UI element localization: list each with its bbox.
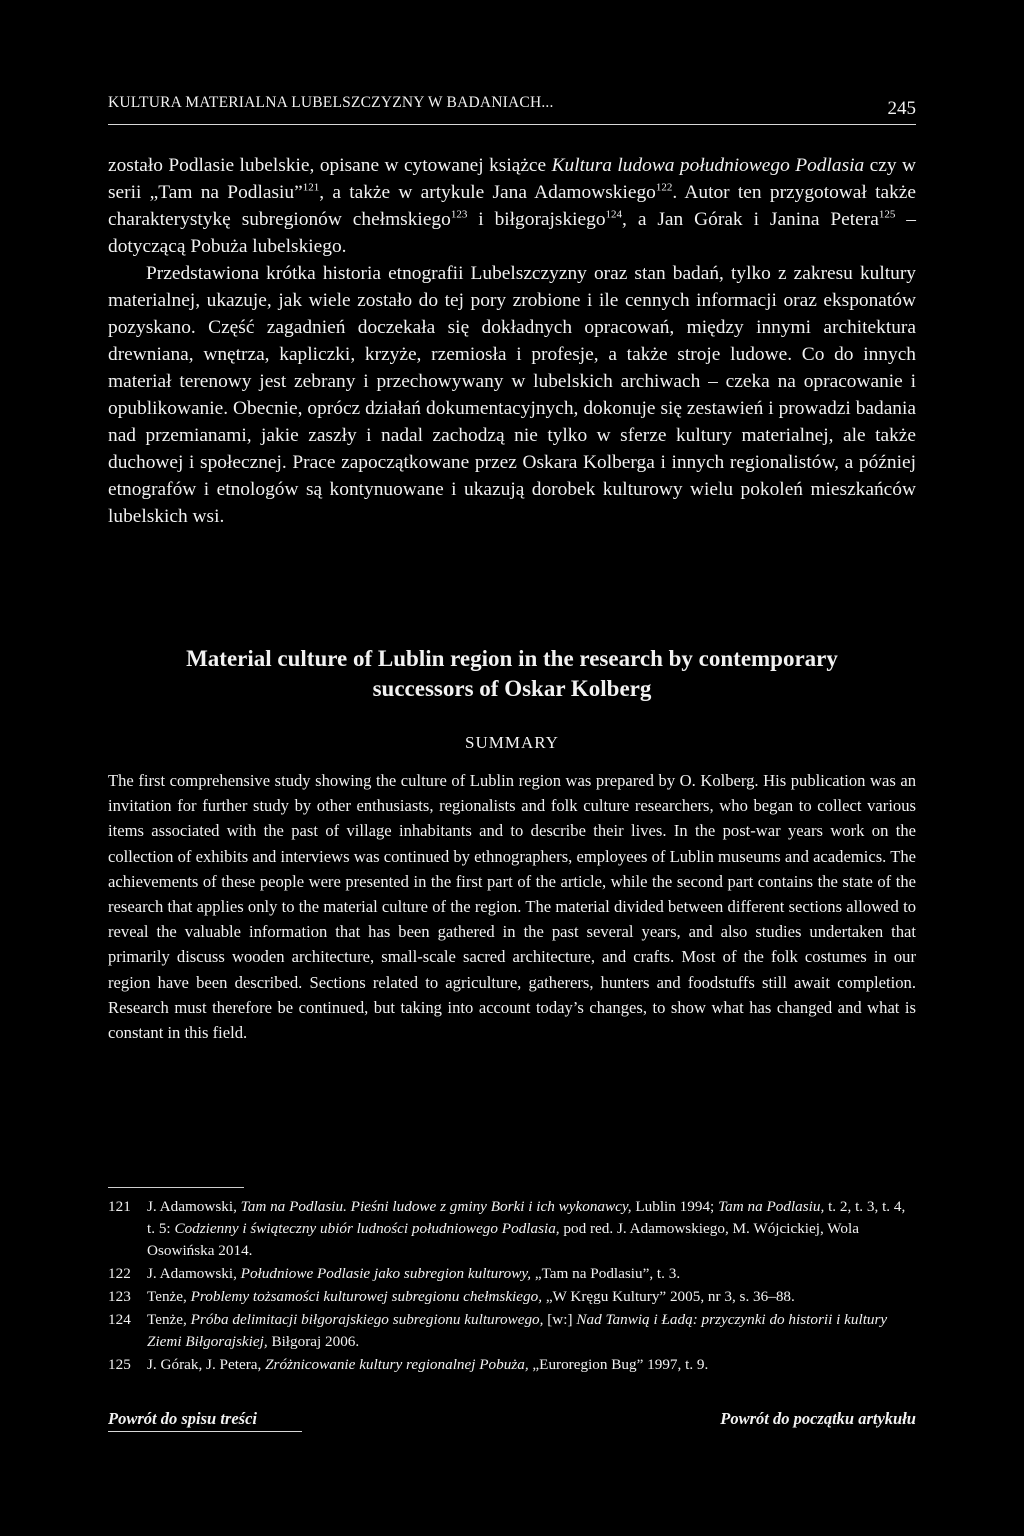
footnote-run: t. 2, t. 3, t. 4, t. 5:: [147, 1198, 906, 1237]
footnote-number: 122: [108, 1265, 131, 1282]
footnote-run: J. Adamowski,: [147, 1198, 241, 1215]
footnote-run: J. Adamowski,: [147, 1265, 241, 1282]
footnote-number: 124: [108, 1311, 131, 1328]
body-text-run: – dotyczącą Pobuża lubelskiego.: [108, 209, 916, 257]
footnote-run: Biłgoraj 2006.: [267, 1333, 360, 1350]
body-text-run: czy w serii „Tam na Podlasiu”: [108, 155, 917, 203]
footnote-run: J. Górak, J. Petera,: [147, 1356, 266, 1373]
footnote-run: Tenże,: [147, 1288, 191, 1305]
footnote-123: [108, 1286, 916, 1308]
footnote-title: Problemy tożsamości kulturowej subregionu chełmskiego,: [190, 1288, 543, 1305]
footnote-ref[interactable]: 122: [655, 181, 673, 194]
running-title: KULTURA MATERIALNA LUBELSZCZYZNY W BADANIACH...: [108, 94, 554, 111]
body-text-run: zostało Podlasie lubelskie, opisane w cytowanej książce: [108, 155, 552, 176]
footnote-ref[interactable]: 124: [605, 208, 623, 221]
footnote-title: Codzienny i świąteczny ubiór ludności południowego Podlasia,: [174, 1220, 560, 1237]
footnote-run: Tenże,: [147, 1311, 191, 1328]
summary-title: [108, 644, 916, 704]
footnote-title: Zróżnicowanie kultury regionalnej Pobuża,: [265, 1356, 529, 1373]
footnote-125: [108, 1354, 916, 1376]
footnote-run: „W Kręgu Kultury” 2005, nr 3, s. 36–88.: [542, 1288, 795, 1305]
footnote-ref[interactable]: 121: [302, 181, 320, 194]
page-number: 245: [887, 98, 916, 119]
footnotes: [108, 1196, 916, 1377]
footnote-text: [147, 1196, 916, 1262]
summary-label: SUMMARY: [465, 733, 559, 752]
footnote-title: Nad Tanwią i Ładą: przyczynki do historii i kultury Ziemi Biłgorajskiej,: [147, 1311, 888, 1350]
running-header: [108, 94, 916, 125]
body-paragraph-2: Przedstawiona krótka historia etnografii Lubelszczyzny oraz stan badań, tylko z zakresu kultury materialnej, ukazuje, jak wiele zostało do tej pory zrobione i ile cennych informacji oraz eksponatów pozyskano. Część zagadnień doczekała się dokładnych opracowań, między innymi architektura drewniana, wnętrza, kapliczki, krzyże, rzemiosła i profesje, a także stroje ludowe. Co do innych materiał terenowy jest zebrany i przechowywany w lubelskich archiwach – czeka na opracowanie i opublikowanie. Obecnie, oprócz działań dokumentacyjnych, dokonuje się zestawień i prowadzi badania nad przemianami, jakie zaszły i nadal zachodzą nie tylko w sferze kultury materialnej, ale także duchowej i społecznej. Prace zapoczątkowane przez Oskara Kolberga i innych regionalistów, a później etnografów i etnologów są kontynuowane i ukazują dorobek kulturowy wielu pokoleń mieszkańców lubelskich wsi.: [108, 263, 916, 527]
footnote-title: Próba delimitacji biłgorajskiego subregionu kulturowego,: [190, 1311, 544, 1328]
footnote-title: Tam na Podlasiu. Pieśni ludowe z gminy Borki i ich wykonawcy,: [240, 1198, 632, 1215]
footnote-ref[interactable]: 125: [878, 208, 896, 221]
footnote-ref[interactable]: 123: [450, 208, 468, 221]
body-text-run: i biłgorajskiego: [467, 209, 606, 230]
footnote-run: [w:]: [543, 1311, 577, 1328]
body-text-run: . Autor ten przygotował także charakterystykę subregionów chełmskiego: [108, 182, 916, 230]
footnote-run: Lublin 1994;: [631, 1198, 719, 1215]
footnote-number: 123: [108, 1288, 131, 1305]
body-text-run: , a Jan Górak i Janina Petera: [622, 209, 879, 230]
body-text-run: , a także w artykule Jana Adamowskiego: [319, 182, 656, 203]
book-title: Kultura ludowa południowego Podlasia: [551, 155, 865, 176]
footnote-text: [147, 1263, 916, 1285]
footnote-run: „Tam na Podlasiu”, t. 3.: [531, 1265, 681, 1282]
summary-title-line: Material culture of Lublin region in the research by contemporary: [186, 646, 838, 671]
footnote-title: Tam na Podlasiu,: [718, 1198, 825, 1215]
footnote-text: [147, 1286, 916, 1308]
article-body: [108, 152, 916, 530]
footnote-run: „Euroregion Bug” 1997, t. 9.: [528, 1356, 709, 1373]
summary-text: The first comprehensive study showing the culture of Lublin region was prepared by O. Kolberg. His publication was an invitation for further study by other enthusiasts, regionalists and folk culture researchers, who began to collect various items associated with the past of village inhabitants and to describe their lives. In the post-war years work on the collection of exhibits and interviews was continued by ethnographers, employees of Lublin museums and academics. The achievements of these people were presented in the first part of the article, while the second part contains the state of the research that applies only to the material culture of the region. The material divided between different sections allowed to reveal the valuable information that has been gathered in the past several years, and also studies undertaken that primarily discuss wooden architecture, small-scale sacred architecture, and crafts. Most of the folk costumes in our region have been described. Sections related to agriculture, gatherers, hunters and foodstuffs still await completion. Research must therefore be continued, but taking into account today’s changes, to show what has changed and what is constant in this field.: [108, 771, 916, 1043]
footnote-122: [108, 1263, 916, 1285]
footnote-121: [108, 1196, 916, 1262]
summary-title-line: successors of Oskar Kolberg: [372, 676, 652, 701]
footnote-divider: [108, 1187, 244, 1188]
back-to-article-start-link[interactable]: Powrót do początku artykułu: [720, 1409, 916, 1428]
footnote-text: [147, 1309, 916, 1353]
footnote-text: [147, 1354, 916, 1376]
footnote-title: Południowe Podlasie jako subregion kulturowy,: [240, 1265, 532, 1282]
back-to-toc-link[interactable]: Powrót do spisu treści: [108, 1409, 302, 1432]
body-paragraph-1: [108, 152, 916, 260]
footnote-run: pod red. J. Adamowskiego, M. Wójcickiej, Wola Osowińska 2014.: [147, 1220, 859, 1259]
footnote-124: [108, 1309, 916, 1353]
footnote-number: 121: [108, 1198, 131, 1215]
footnote-number: 125: [108, 1356, 131, 1373]
